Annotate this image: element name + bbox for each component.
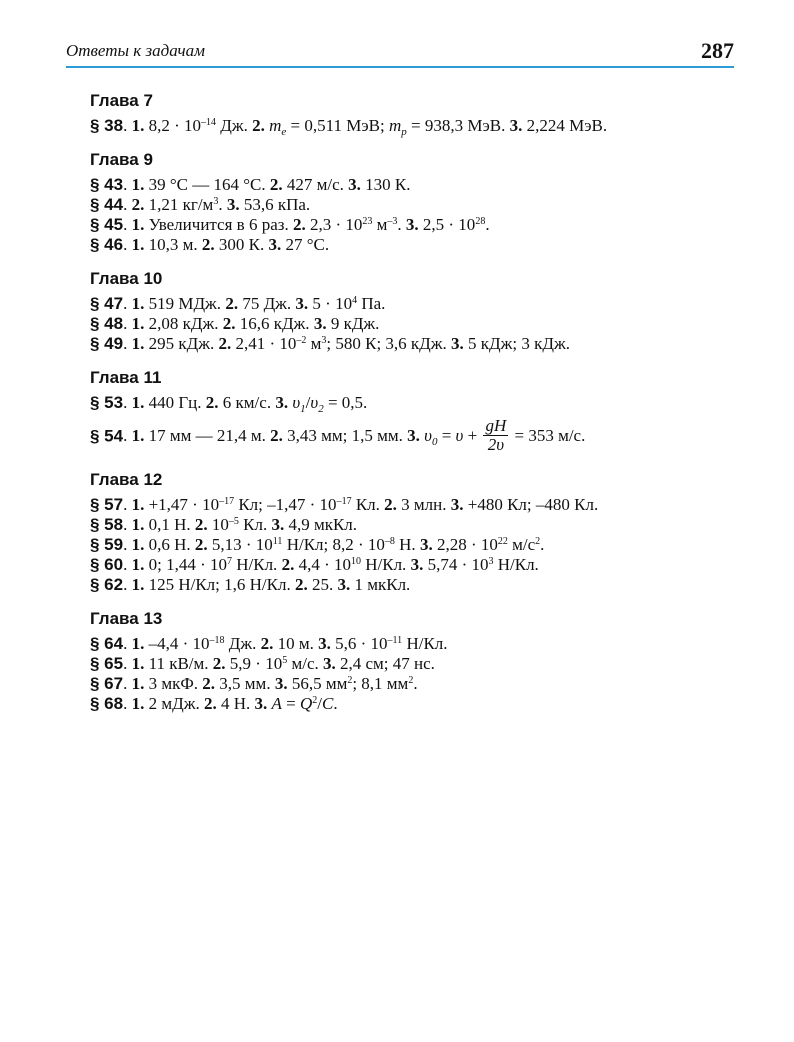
answer-text: . 1. 17 мм — 21,4 м. 2. 3,43 мм; 1,5 мм. 3. $\upsilon_0 = \upsilon$ + $\frac{gH}{2\upsilon}$ = 353 м/с. [123, 416, 586, 454]
answer-line [90, 694, 750, 714]
header-rule [66, 66, 734, 68]
section-number: § 53 [90, 393, 124, 412]
answer-text: . 1. 295 кДж. 2. $2,41 \cdot 10^{-2}$ $м^3$; 580 К; 3,6 кДж. 3. 5 кДж; 3 кДж. [123, 334, 570, 353]
answer-line [90, 175, 750, 195]
answer-text: . 1. $-4,4 \cdot 10^{-18}$ Дж. 2. 10 м. 3. $5,6 \cdot 10^{-11}$ Н/Кл. [123, 634, 448, 653]
answer-line [90, 393, 750, 413]
chapter-title: Глава 12 [90, 470, 163, 489]
chapter-title: Глава 11 [90, 368, 162, 387]
answer-line [90, 116, 750, 136]
section-number: § 44 [90, 195, 124, 214]
answer-line [90, 416, 750, 456]
section-number: § 45 [90, 215, 124, 234]
answer-line [90, 195, 750, 215]
answer-text: . 1. 39 °С — 164 °С. 2. 427 м/с. 3. 130 К. [123, 175, 411, 194]
page-number: 287 [701, 38, 734, 63]
chapter-section [90, 469, 750, 595]
answer-text: . 1. 2,08 кДж. 2. 16,6 кДж. 3. 9 кДж. [123, 314, 380, 333]
answer-text: . 1. 2 мДж. 2. 4 Н. 3. $A = Q^2/C$. [123, 694, 338, 713]
answer-line [90, 515, 750, 535]
chapter-section [90, 608, 750, 714]
section-number: § 49 [90, 334, 124, 353]
answer-line [90, 314, 750, 334]
running-title: Ответы к задачам [66, 41, 205, 60]
answer-line [90, 634, 750, 654]
section-number: § 54 [90, 426, 124, 446]
answer-line [90, 674, 750, 694]
answer-line [90, 334, 750, 354]
answer-line [90, 555, 750, 575]
answer-line [90, 294, 750, 314]
chapter-section [90, 90, 750, 136]
running-header [66, 38, 734, 66]
answer-line [90, 575, 750, 595]
answer-text: . 1. $+1,47 \cdot 10^{-17}$ Кл; $-1,47 \cdot 10^{-17}$ Кл. 2. 3 млн. 3. +480 Кл; –480 Кл. [123, 495, 599, 514]
section-number: § 68 [90, 694, 124, 713]
answer-line [90, 654, 750, 674]
section-number: § 64 [90, 634, 124, 653]
answer-text: . 2. 1,21 $кг/м^3$. 3. 53,6 кПа. [123, 195, 311, 214]
answer-text: . 1. 0; $1,44 \cdot 10^7$ Н/Кл. 2. $4,4 \cdot 10^{10}$ Н/Кл. 3. $5,74 \cdot 10^3$ Н/Кл. [123, 555, 539, 574]
answer-line [90, 495, 750, 515]
chapter-title: Глава 7 [90, 91, 153, 110]
section-number: § 46 [90, 235, 124, 254]
answers-content [90, 90, 750, 714]
section-number: § 38 [90, 116, 124, 135]
answer-text: . 1. 0,1 Н. 2. $10^{-5}$ Кл. 3. 4,9 мкКл. [123, 515, 358, 534]
section-number: § 59 [90, 535, 124, 554]
section-number: § 48 [90, 314, 124, 333]
section-number: § 67 [90, 674, 124, 693]
section-number: § 47 [90, 294, 124, 313]
answer-text: . 1. 440 Гц. 2. 6 км/с. 3. $\upsilon_1/\upsilon_2 = 0,5$. [123, 393, 368, 415]
answer-text: . 1. $8,2 \cdot 10^{-14}$ Дж. 2. $m_e = 0,511$ МэВ; $m_p = 938,3$ МэВ. 3. 2,224 МэВ. [123, 116, 608, 138]
chapter-title: Глава 13 [90, 609, 163, 628]
answer-text: . 1. 519 МДж. 2. 75 Дж. 3. $5 \cdot 10^4$ Па. [123, 294, 386, 313]
section-number: § 60 [90, 555, 124, 574]
chapter-section [90, 367, 750, 456]
answer-text: . 1. 125 Н/Кл; 1,6 Н/Кл. 2. 25. 3. 1 мкКл. [123, 575, 411, 594]
answer-text: . 1. 10,3 м. 2. 300 К. 3. 27 °С. [123, 235, 330, 254]
section-number: § 58 [90, 515, 124, 534]
answer-text: . 1. Увеличится в 6 раз. 2. $2,3 \cdot 10^{23}$ $м^{-3}$. 3. $2,5 \cdot 10^{28}$. [123, 215, 490, 234]
answer-line [90, 535, 750, 555]
section-number: § 43 [90, 175, 124, 194]
chapter-section [90, 268, 750, 354]
section-number: § 62 [90, 575, 124, 594]
answer-text: . 1. 0,6 Н. 2. $5,13 \cdot 10^{11}$ Н/Кл; $8,2 \cdot 10^{-8}$ Н. 3. $2,28 \cdot 10^{22}$ $м/с^2$. [123, 535, 545, 554]
chapter-title: Глава 10 [90, 269, 163, 288]
chapter-section [90, 149, 750, 255]
answer-line [90, 215, 750, 235]
section-number: § 65 [90, 654, 124, 673]
answer-text: . 1. 11 кВ/м. 2. $5,9 \cdot 10^5$ м/с. 3. 2,4 см; 47 нс. [123, 654, 435, 673]
answer-text: . 1. 3 мкФ. 2. 3,5 мм. 3. 56,5 $мм^2$; 8,1 $мм^2$. [123, 674, 418, 693]
answer-line [90, 235, 750, 255]
chapter-title: Глава 9 [90, 150, 153, 169]
section-number: § 57 [90, 495, 124, 514]
